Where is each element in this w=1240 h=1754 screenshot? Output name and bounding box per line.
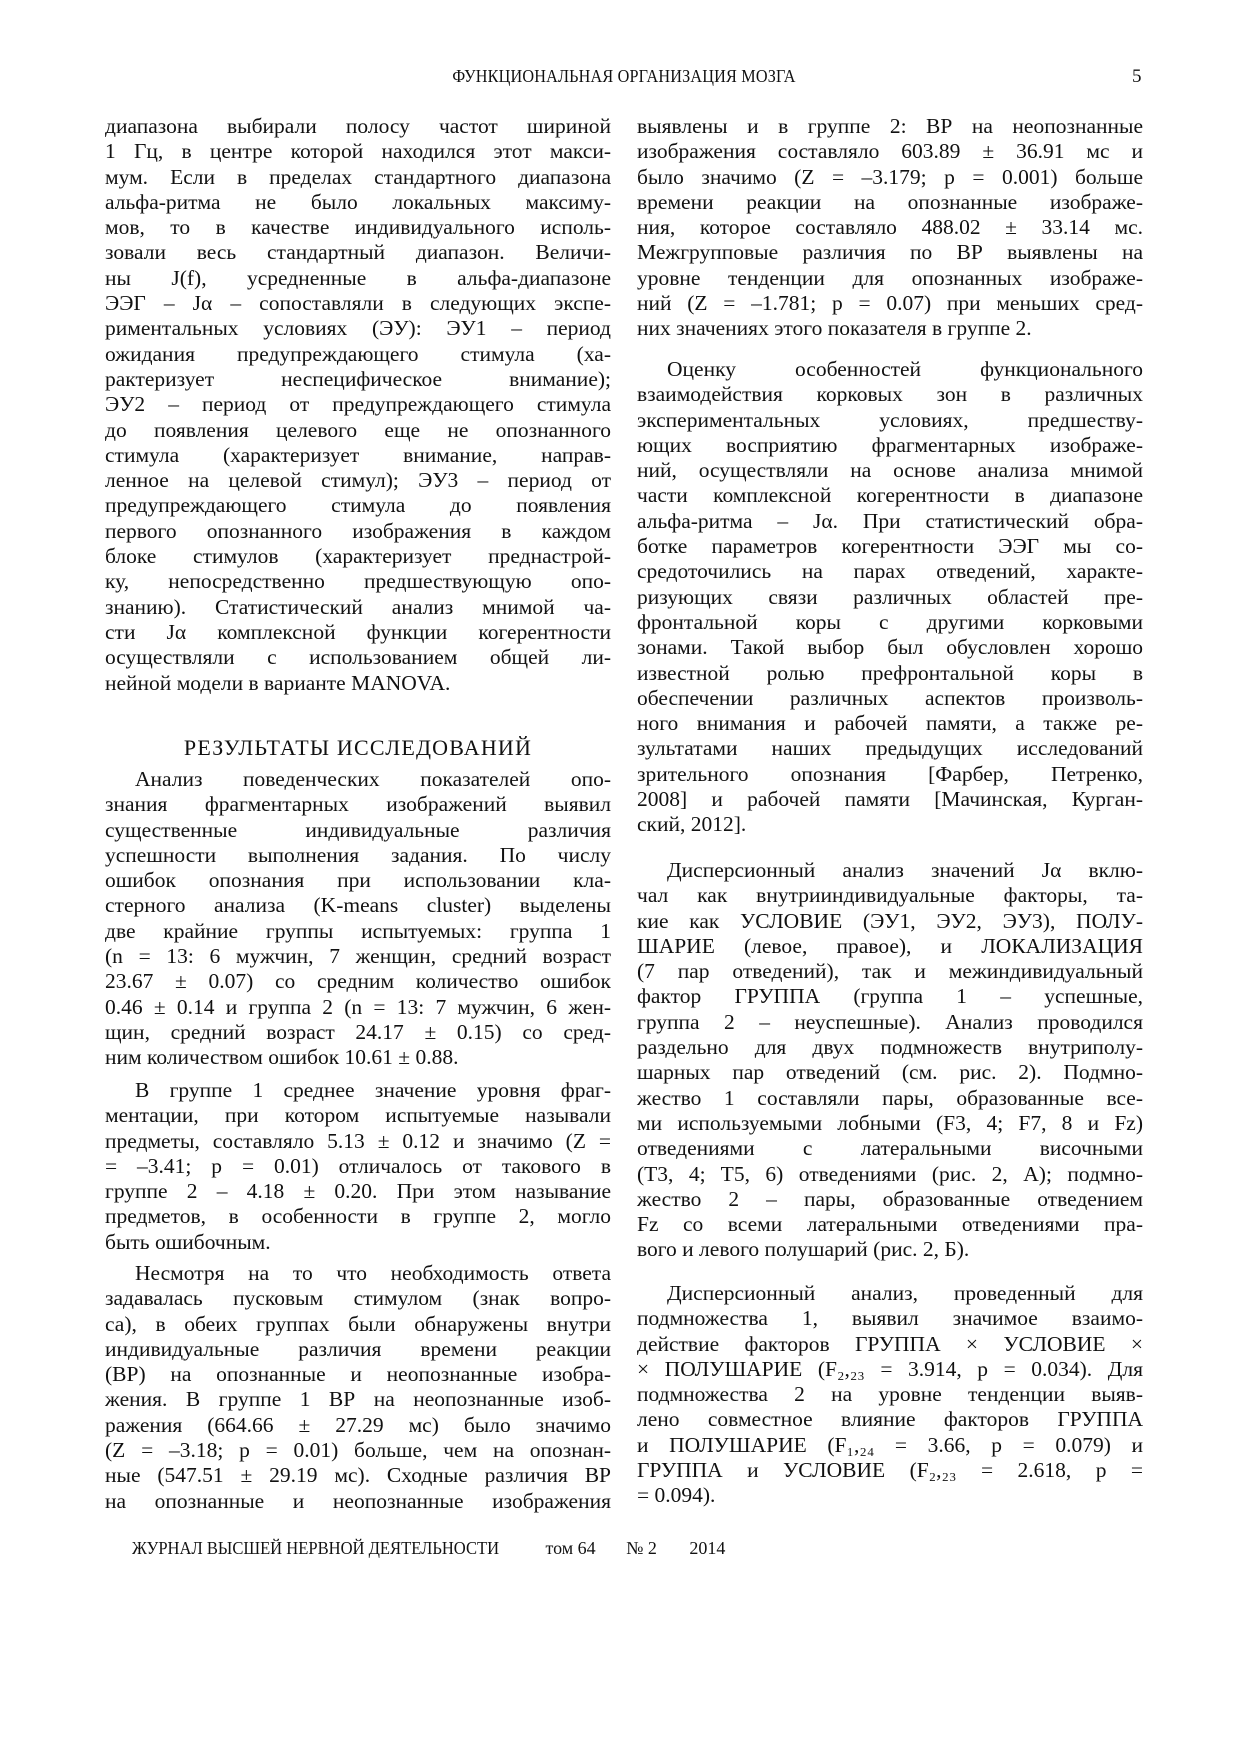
text-line: ШАРИЕ (левое, правое), и ЛОКАЛИЗАЦИЯ xyxy=(637,933,1143,958)
text-line: отведениями с латеральными височными xyxy=(637,1136,1143,1161)
text-line: предметы, составляло 5.13 ± 0.12 и значимо (Z = xyxy=(105,1128,611,1153)
text-line: жество 1 составляли пары, образованные все- xyxy=(637,1085,1143,1110)
text-line: экспериментальных условиях, предшеству- xyxy=(637,407,1143,432)
text-line: риментальных условиях (ЭУ): ЭУ1 – период xyxy=(105,316,611,341)
text-line: = 0.094). xyxy=(637,1483,716,1508)
text-line: ожидания предупреждающего стимула (ха- xyxy=(105,341,611,366)
paragraph xyxy=(105,767,611,1071)
text-line: альфа-ритма не было локальных максиму- xyxy=(105,189,611,214)
text-line: первого опознанного изображения в каждом xyxy=(105,518,611,543)
text-line: подмножества 2 на уровне тенденции выяв- xyxy=(637,1382,1143,1407)
text-line: раздельно для двух подмножеств внутриполу- xyxy=(637,1035,1143,1060)
text-line: щин, средний возраст 24.17 ± 0.15) со сред- xyxy=(105,1019,611,1044)
text-line: са), в обеих группах были обнаружены внутри xyxy=(105,1311,611,1336)
text-line: ризующих связи различных областей пре- xyxy=(637,584,1143,609)
text-line: ЭЭГ – Jα – сопоставляли в следующих экспе- xyxy=(105,291,611,316)
text-line: шарных пар отведений (см. рис. 2). Подмно- xyxy=(637,1060,1143,1085)
text-line: знанию). Статистический анализ мнимой ча- xyxy=(105,594,611,619)
text-line: Оценку особенностей функционального xyxy=(667,357,1143,381)
text-line: (Z = –3.18; p = 0.01) больше, чем на опознан- xyxy=(105,1438,611,1463)
text-line: средоточились на парах отведений, характе- xyxy=(637,559,1143,584)
text-line: до появления целевого еще не опознанного xyxy=(105,417,611,442)
paragraph xyxy=(105,1078,611,1255)
text-line: обеспечении различных аспектов произволь- xyxy=(637,685,1143,710)
text-line: предметов, в особенности в группе 2, могло xyxy=(105,1204,611,1229)
text-line: взаимодействия корковых зон в различных xyxy=(637,382,1143,407)
text-line: 2008] и рабочей памяти [Мачинская, Курган- xyxy=(637,787,1143,812)
text-line: сти Jα комплексной функции когерентности xyxy=(105,619,611,644)
text-line: альфа-ритма – Jα. При статистический обра- xyxy=(637,508,1143,533)
text-line: 23.67 ± 0.07) со средним количество ошибок xyxy=(105,969,611,994)
text-line: (n = 13: 6 мужчин, 7 женщин, средний возраст xyxy=(105,944,611,969)
text-line: времени реакции на опознанные изображе- xyxy=(637,189,1143,214)
text-line: (7 пар отведений), так и межиндивидуальный xyxy=(637,959,1143,984)
text-line: ми используемыми лобными (F3, 4; F7, 8 и Fz) xyxy=(637,1110,1143,1135)
text-line: 0.46 ± 0.14 и группа 2 (n = 13: 7 мужчин, 6 жен- xyxy=(105,994,611,1019)
paragraph xyxy=(637,357,1143,838)
text-line: ним количеством ошибок 10.61 ± 0.88. xyxy=(105,1045,459,1070)
text-line: подмножества 1, выявил значимое взаимо- xyxy=(637,1306,1143,1331)
running-title: ФУНКЦИОНАЛЬНАЯ ОРГАНИЗАЦИЯ МОЗГА xyxy=(452,66,796,86)
text-line: Анализ поведенческих показателей опо- xyxy=(135,767,611,791)
text-line: Fz со всеми латеральными отведениями пра- xyxy=(637,1212,1143,1237)
text-line: 1 Гц, в центре которой находился этот макси- xyxy=(105,139,611,164)
paragraph xyxy=(105,1261,611,1514)
text-line: ошибок опознания при использовании кла- xyxy=(105,868,611,893)
text-line: фактор ГРУППА (группа 1 – успешные, xyxy=(637,984,1143,1009)
volume: том 64 xyxy=(545,1538,596,1558)
text-line: ражения (664.66 ± 27.29 мс) было значимо xyxy=(105,1412,611,1437)
text-line: группе 2 – 4.18 ± 0.20. При этом называние xyxy=(105,1179,611,1204)
text-line: действие факторов ГРУППА × УСЛОВИЕ × xyxy=(637,1331,1143,1356)
text-line: жения. В группе 1 ВР на неопознанные изоб- xyxy=(105,1387,611,1412)
text-line: ГРУППА и УСЛОВИЕ (F₂,₂₃ = 2.618, p = xyxy=(637,1458,1143,1483)
text-line: них значениях этого показателя в группе 2. xyxy=(637,316,1032,341)
text-line: на опознанные и неопознанные изображения xyxy=(105,1488,611,1513)
text-line: быть ошибочным. xyxy=(105,1229,271,1254)
text-line: зовали весь стандартный диапазон. Величи- xyxy=(105,240,611,265)
text-line: жество 2 – пары, образованные отведением xyxy=(637,1186,1143,1211)
text-line: части комплексной когерентности в диапазоне xyxy=(637,483,1143,508)
issue: № 2 xyxy=(626,1538,657,1558)
text-line: ний, осуществляли на основе анализа мнимой xyxy=(637,458,1143,483)
text-line: известной ролью префронтальной коры в xyxy=(637,660,1143,685)
text-line: уровне тенденции для опознанных изображе- xyxy=(637,265,1143,290)
text-line: рактеризует неспецифическое внимание); xyxy=(105,366,611,391)
text-line: зонами. Такой выбор был обусловлен хорошо xyxy=(637,635,1143,660)
text-line: ленное на целевой стимул); ЭУ3 – период от xyxy=(105,468,611,493)
text-line: ботке параметров когерентности ЭЭГ мы со- xyxy=(637,534,1143,559)
text-line: (T3, 4; T5, 6) отведениями (рис. 2, A); подмно- xyxy=(637,1161,1143,1186)
text-line: выявлены и в группе 2: ВР на неопознанные xyxy=(637,114,1143,138)
text-line: ментации, при котором испытуемые называли xyxy=(105,1103,611,1128)
text-line: группа 2 – неуспешные). Анализ проводился xyxy=(637,1009,1143,1034)
text-line: ны J(f), усредненные в альфа-диапазоне xyxy=(105,265,611,290)
paragraph xyxy=(637,1281,1143,1509)
text-line: зультатами наших предыдущих исследований xyxy=(637,736,1143,761)
text-line: чал как внутрииндивидуальные факторы, та- xyxy=(637,883,1143,908)
text-line: мов, то в качестве индивидуального исполь- xyxy=(105,215,611,240)
paragraph xyxy=(105,114,611,696)
text-line: предупреждающего стимула до появления xyxy=(105,493,611,518)
text-line: ющих восприятию фрагментарных изображе- xyxy=(637,432,1143,457)
text-line: изображения составляло 603.89 ± 36.91 мс и xyxy=(637,139,1143,164)
text-line: стерного анализа (K-means cluster) выделены xyxy=(105,893,611,918)
journal-footer xyxy=(132,1538,725,1559)
text-line: две крайние группы испытуемых: группа 1 xyxy=(105,918,611,943)
text-line: ные (547.51 ± 29.19 мс). Сходные различия ВР xyxy=(105,1463,611,1488)
paragraph xyxy=(637,114,1143,342)
page-number: 5 xyxy=(1132,66,1142,87)
paragraph xyxy=(637,858,1143,1263)
text-line: (ВР) на опознанные и неопознанные изобра- xyxy=(105,1362,611,1387)
text-line: было значимо (Z = –3.179; p = 0.001) больше xyxy=(637,164,1143,189)
text-line: ку, непосредственно предшествующую опо- xyxy=(105,569,611,594)
text-line: × ПОЛУШАРИЕ (F₂,₂₃ = 3.914, p = 0.034). Для xyxy=(637,1356,1143,1381)
text-line: ния, которое составляло 488.02 ± 33.14 мс. xyxy=(637,215,1143,240)
text-line: индивидуальные различия времени реакции xyxy=(105,1336,611,1361)
text-line: существенные индивидуальные различия xyxy=(105,817,611,842)
text-line: мум. Если в пределах стандартного диапазона xyxy=(105,164,611,189)
section-heading: РЕЗУЛЬТАТЫ ИССЛЕДОВАНИЙ xyxy=(183,735,533,760)
journal-name: ЖУРНАЛ ВЫСШЕЙ НЕРВНОЙ ДЕЯТЕЛЬНОСТИ xyxy=(132,1538,500,1558)
text-line: и ПОЛУШАРИЕ (F₁,₂₄ = 3.66, p = 0.079) и xyxy=(637,1432,1143,1457)
text-line: диапазона выбирали полосу частот шириной xyxy=(105,114,611,138)
text-line: Дисперсионный анализ значений Jα вклю- xyxy=(667,858,1143,882)
text-line: задавалась пусковым стимулом (знак вопро- xyxy=(105,1286,611,1311)
text-line: стимула (характеризует внимание, направ- xyxy=(105,442,611,467)
text-line: Несмотря на то что необходимость ответа xyxy=(135,1261,611,1285)
text-line: ний (Z = –1.781; p = 0.07) при меньших сред- xyxy=(637,291,1143,316)
text-line: вого и левого полушарий (рис. 2, Б). xyxy=(637,1237,970,1262)
text-line: нейной модели в варианте MANOVA. xyxy=(105,670,451,695)
text-line: блоке стимулов (характеризует преднастрой- xyxy=(105,544,611,569)
text-line: зрительного опознания [Фарбер, Петренко, xyxy=(637,761,1143,786)
text-line: кие как УСЛОВИЕ (ЭУ1, ЭУ2, ЭУ3), ПОЛУ- xyxy=(637,908,1143,933)
text-line: осуществляли с использованием общей ли- xyxy=(105,645,611,670)
text-line: Дисперсионный анализ, проведенный для xyxy=(667,1281,1143,1305)
text-line: = –3.41; p = 0.01) отличалось от такового в xyxy=(105,1153,611,1178)
text-line: знания фрагментарных изображений выявил xyxy=(105,792,611,817)
text-line: фронтальной коры с другими корковыми xyxy=(637,609,1143,634)
text-line: ЭУ2 – период от предупреждающего стимула xyxy=(105,392,611,417)
text-line: успешности выполнения задания. По числу xyxy=(105,842,611,867)
text-line: ного внимания и рабочей памяти, а также ре- xyxy=(637,711,1143,736)
text-line: лено совместное влияние факторов ГРУППА xyxy=(637,1407,1143,1432)
text-line: ский, 2012]. xyxy=(637,812,747,837)
year: 2014 xyxy=(689,1538,726,1558)
text-line: Межгрупповые различия по ВР выявлены на xyxy=(637,240,1143,265)
text-line: В группе 1 среднее значение уровня фраг- xyxy=(135,1078,611,1102)
